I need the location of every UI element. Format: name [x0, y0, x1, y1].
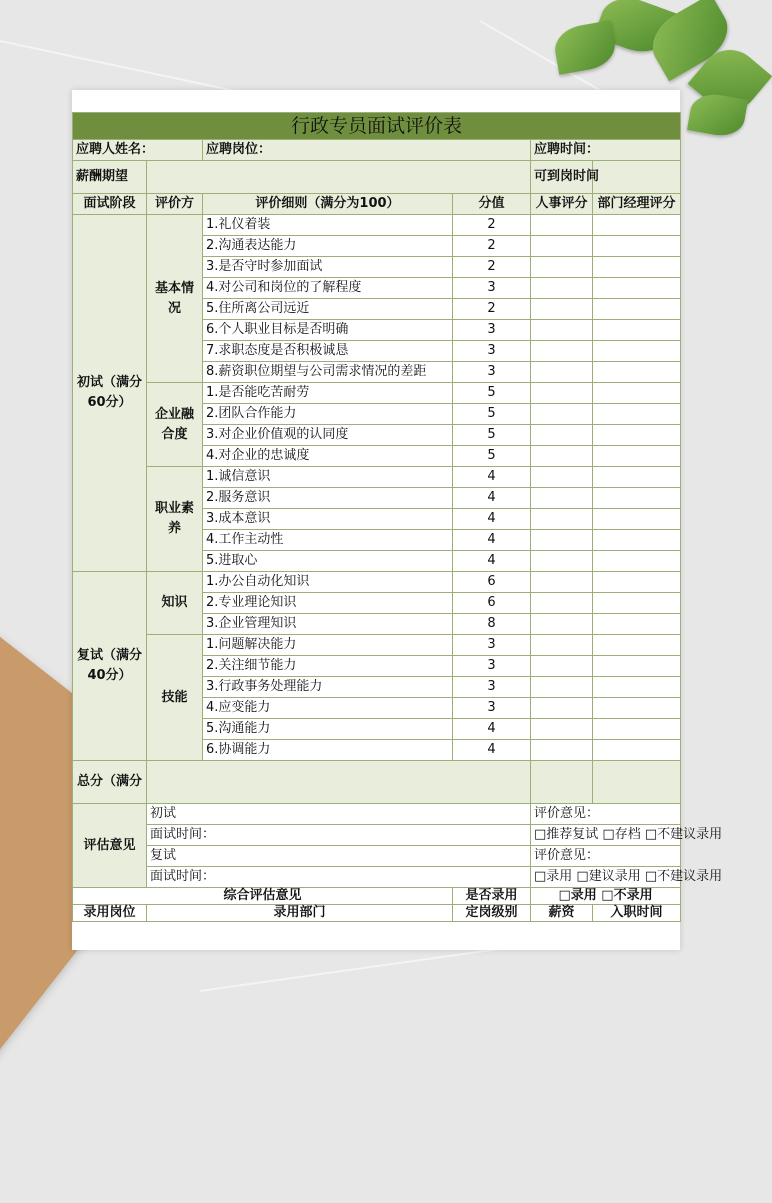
- second-round-options[interactable]: □录用 □建议录用 □不建议录用: [531, 867, 681, 888]
- manager-score-cell[interactable]: [593, 635, 681, 656]
- criteria-score: 4: [453, 740, 531, 761]
- criteria-score: 6: [453, 572, 531, 593]
- criteria-score: 3: [453, 341, 531, 362]
- manager-score-cell[interactable]: [593, 320, 681, 341]
- manager-score-cell[interactable]: [593, 677, 681, 698]
- salary-label: 薪资: [531, 905, 593, 922]
- total-label: 总分（满分: [73, 761, 147, 804]
- hr-score-cell[interactable]: [531, 278, 593, 299]
- criteria-text: 5.住所离公司远近: [203, 299, 453, 320]
- criteria-score: 3: [453, 656, 531, 677]
- criteria-text: 3.行政事务处理能力: [203, 677, 453, 698]
- manager-score-cell[interactable]: [593, 740, 681, 761]
- manager-score-cell[interactable]: [593, 509, 681, 530]
- hr-score-cell[interactable]: [531, 635, 593, 656]
- criteria-row: [73, 215, 681, 236]
- aspect-label: 知识: [147, 572, 203, 635]
- manager-score-cell[interactable]: [593, 383, 681, 404]
- hr-score-cell[interactable]: [531, 551, 593, 572]
- total-hr[interactable]: [531, 761, 593, 804]
- criteria-row: [73, 635, 681, 656]
- criteria-score: 6: [453, 593, 531, 614]
- criteria-text: 1.礼仪着装: [203, 215, 453, 236]
- manager-score-cell[interactable]: [593, 404, 681, 425]
- second-opinion-label: 评价意见：: [531, 846, 681, 867]
- hr-score-cell[interactable]: [531, 341, 593, 362]
- salary-expectation-label: 薪酬期望: [73, 161, 147, 194]
- manager-score-cell[interactable]: [593, 278, 681, 299]
- manager-score-cell[interactable]: [593, 257, 681, 278]
- hire-decision-label: 是否录用: [453, 888, 531, 905]
- hr-score-cell[interactable]: [531, 572, 593, 593]
- manager-score-cell[interactable]: [593, 488, 681, 509]
- criteria-score: 3: [453, 635, 531, 656]
- first-opinion-label: 评价意见：: [531, 804, 681, 825]
- manager-score-cell[interactable]: [593, 299, 681, 320]
- criteria-text: 5.进取心: [203, 551, 453, 572]
- applicant-name-label: 应聘人姓名：: [73, 140, 203, 161]
- criteria-score: 3: [453, 362, 531, 383]
- criteria-row: [73, 572, 681, 593]
- criteria-row: [73, 383, 681, 404]
- aspect-label: 职业素养: [147, 467, 203, 572]
- overall-assessment-label: 综合评估意见: [73, 888, 453, 905]
- job-level-label: 定岗级别: [453, 905, 531, 922]
- first-round-options[interactable]: □推荐复试 □存档 □不建议录用: [531, 825, 681, 846]
- first-round-stage: 初试（满分60分）: [73, 215, 147, 572]
- criteria-text: 2.服务意识: [203, 488, 453, 509]
- manager-score-cell[interactable]: [593, 341, 681, 362]
- criteria-score: 4: [453, 509, 531, 530]
- hr-score-cell[interactable]: [531, 509, 593, 530]
- criteria-score: 4: [453, 551, 531, 572]
- hr-score-cell[interactable]: [531, 656, 593, 677]
- hr-score-cell[interactable]: [531, 362, 593, 383]
- hire-position-label: 录用岗位: [73, 905, 147, 922]
- criteria-score: 4: [453, 719, 531, 740]
- criteria-score: 5: [453, 446, 531, 467]
- criteria-score: 2: [453, 215, 531, 236]
- criteria-score: 4: [453, 467, 531, 488]
- criteria-text: 2.关注细节能力: [203, 656, 453, 677]
- criteria-text: 2.沟通表达能力: [203, 236, 453, 257]
- criteria-score: 3: [453, 677, 531, 698]
- first-round-label: 初试: [147, 804, 531, 825]
- criteria-text: 4.对公司和岗位的了解程度: [203, 278, 453, 299]
- hr-score-cell[interactable]: [531, 257, 593, 278]
- criteria-text: 1.问题解决能力: [203, 635, 453, 656]
- second-interview-time: 面试时间：: [147, 867, 531, 888]
- interview-evaluation-table: [72, 112, 723, 922]
- criteria-score: 5: [453, 383, 531, 404]
- hr-score-cell[interactable]: [531, 383, 593, 404]
- criteria-text: 7.求职态度是否积极诚恳: [203, 341, 453, 362]
- criteria-score: 3: [453, 320, 531, 341]
- criteria-text: 3.企业管理知识: [203, 614, 453, 635]
- criteria-text: 4.应变能力: [203, 698, 453, 719]
- criteria-score: 4: [453, 530, 531, 551]
- hr-score-cell[interactable]: [531, 446, 593, 467]
- aspect-label: 技能: [147, 635, 203, 761]
- manager-score-cell[interactable]: [593, 425, 681, 446]
- hr-score-cell[interactable]: [531, 467, 593, 488]
- first-interview-time: 面试时间：: [147, 825, 531, 846]
- criteria-score: 5: [453, 404, 531, 425]
- hr-score-cell[interactable]: [531, 593, 593, 614]
- hr-score-cell[interactable]: [531, 320, 593, 341]
- col-manager-score: 部门经理评分: [593, 194, 681, 215]
- applied-position-label: 应聘岗位：: [203, 140, 531, 161]
- total-value[interactable]: [147, 761, 531, 804]
- criteria-text: 6.个人职业目标是否明确: [203, 320, 453, 341]
- criteria-text: 1.办公自动化知识: [203, 572, 453, 593]
- manager-score-cell[interactable]: [593, 362, 681, 383]
- hr-score-cell[interactable]: [531, 614, 593, 635]
- criteria-text: 4.对企业的忠诚度: [203, 446, 453, 467]
- criteria-text: 3.成本意识: [203, 509, 453, 530]
- criteria-score: 3: [453, 278, 531, 299]
- hr-score-cell[interactable]: [531, 425, 593, 446]
- salary-expectation-value[interactable]: [147, 161, 531, 194]
- hr-score-cell[interactable]: [531, 677, 593, 698]
- manager-score-cell[interactable]: [593, 614, 681, 635]
- hr-score-cell[interactable]: [531, 488, 593, 509]
- second-round-label: 复试: [147, 846, 531, 867]
- manager-score-cell[interactable]: [593, 215, 681, 236]
- hr-score-cell[interactable]: [531, 215, 593, 236]
- criteria-row: [73, 467, 681, 488]
- aspect-label: 企业融合度: [147, 383, 203, 467]
- criteria-text: 3.是否守时参加面试: [203, 257, 453, 278]
- manager-score-cell[interactable]: [593, 656, 681, 677]
- criteria-score: 5: [453, 425, 531, 446]
- manager-score-cell[interactable]: [593, 698, 681, 719]
- criteria-score: 4: [453, 488, 531, 509]
- hire-department-label: 录用部门: [147, 905, 453, 922]
- hr-score-cell[interactable]: [531, 404, 593, 425]
- criteria-text: 8.薪资职位期望与公司需求情况的差距: [203, 362, 453, 383]
- criteria-text: 2.专业理论知识: [203, 593, 453, 614]
- criteria-text: 1.诚信意识: [203, 467, 453, 488]
- form-title: 行政专员面试评价表: [73, 113, 681, 140]
- criteria-text: 1.是否能吃苦耐劳: [203, 383, 453, 404]
- arrival-time-label: 可到岗时间: [531, 161, 593, 194]
- criteria-score: 2: [453, 257, 531, 278]
- manager-score-cell[interactable]: [593, 467, 681, 488]
- manager-score-cell[interactable]: [593, 236, 681, 257]
- criteria-text: 5.沟通能力: [203, 719, 453, 740]
- criteria-text: 4.工作主动性: [203, 530, 453, 551]
- col-aspect: 评价方: [147, 194, 203, 215]
- criteria-text: 2.团队合作能力: [203, 404, 453, 425]
- start-date-label: 入职时间: [593, 905, 681, 922]
- manager-score-cell[interactable]: [593, 551, 681, 572]
- hr-score-cell[interactable]: [531, 299, 593, 320]
- criteria-score: 2: [453, 236, 531, 257]
- col-stage: 面试阶段: [73, 194, 147, 215]
- col-detail: 评价细则（满分为100）: [203, 194, 453, 215]
- criteria-score: 2: [453, 299, 531, 320]
- criteria-score: 3: [453, 698, 531, 719]
- hr-score-cell[interactable]: [531, 719, 593, 740]
- criteria-text: 6.协调能力: [203, 740, 453, 761]
- hire-decision-options[interactable]: □录用 □不录用: [531, 888, 681, 905]
- hr-score-cell[interactable]: [531, 740, 593, 761]
- col-hr-score: 人事评分: [531, 194, 593, 215]
- criteria-rows: [73, 215, 681, 761]
- applied-time-label: 应聘时间：: [531, 140, 681, 161]
- manager-score-cell[interactable]: [593, 572, 681, 593]
- total-manager[interactable]: [593, 761, 681, 804]
- criteria-text: 3.对企业价值观的认同度: [203, 425, 453, 446]
- manager-score-cell[interactable]: [593, 446, 681, 467]
- evaluation-label: 评估意见: [73, 804, 147, 888]
- second-round-stage: 复试（满分40分）: [73, 572, 147, 761]
- criteria-score: 8: [453, 614, 531, 635]
- manager-score-cell[interactable]: [593, 530, 681, 551]
- hr-score-cell[interactable]: [531, 530, 593, 551]
- arrival-time-value[interactable]: [593, 161, 681, 194]
- manager-score-cell[interactable]: [593, 593, 681, 614]
- manager-score-cell[interactable]: [593, 719, 681, 740]
- hr-score-cell[interactable]: [531, 236, 593, 257]
- col-score: 分值: [453, 194, 531, 215]
- aspect-label: 基本情况: [147, 215, 203, 383]
- hr-score-cell[interactable]: [531, 698, 593, 719]
